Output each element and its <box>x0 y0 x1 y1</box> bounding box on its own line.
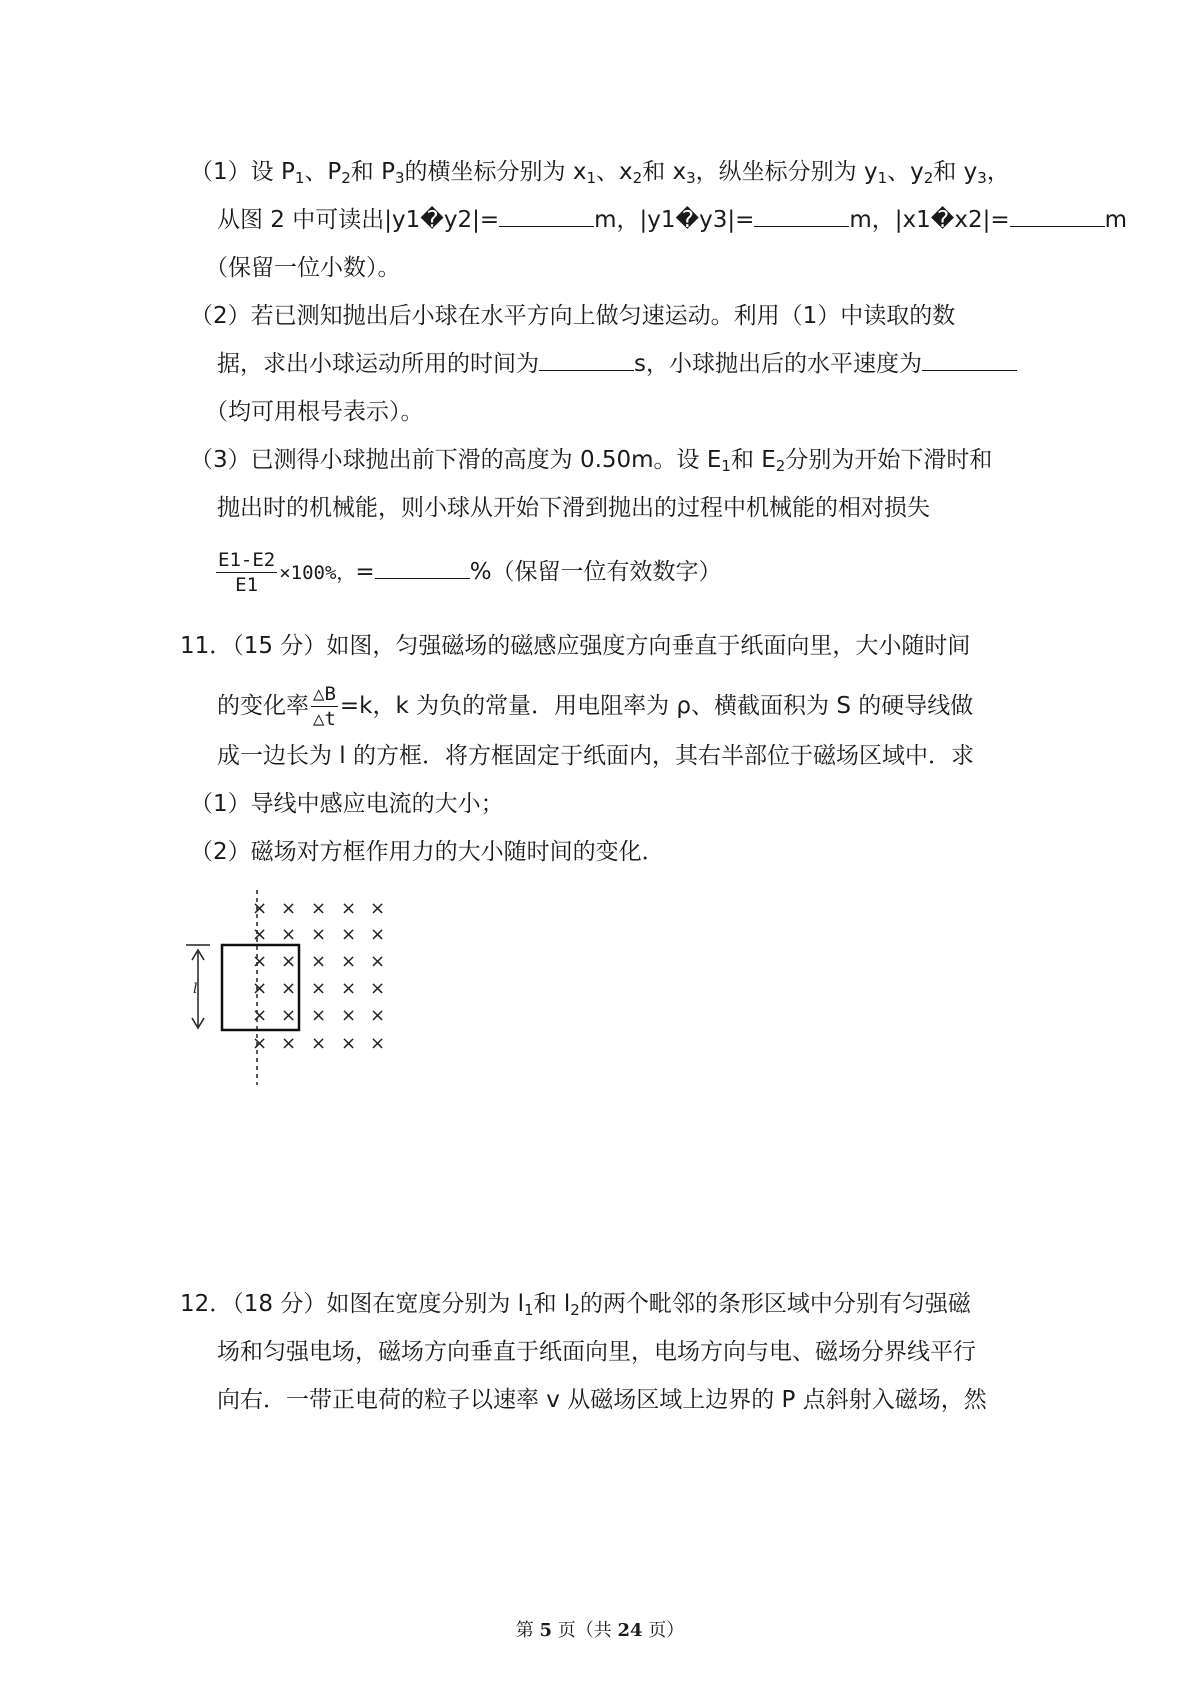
field-cross-mark: × <box>341 1033 357 1054</box>
field-cross-mark: × <box>311 1005 327 1026</box>
field-cross-mark: × <box>252 924 268 945</box>
field-cross-mark: × <box>341 1005 357 1026</box>
field-cross-mark: × <box>341 978 357 999</box>
field-cross-mark: × <box>281 1033 297 1054</box>
answer-blank-4[interactable] <box>539 348 634 371</box>
q10-p1-line3: （保留一位小数）。 <box>205 255 401 281</box>
q10-p3-line1: （3）已测得小球抛出前下滑的高度为 0.50m。设 $E_1$和 $E_2$分别为开始下滑时和 <box>190 447 993 475</box>
q10-p1-line2: 从图 2 中可读出|y1�y2|= m，|y1�y3|= m，|x1�x2|= m <box>217 204 1127 236</box>
page-total: 24 <box>617 1620 643 1641</box>
field-cross-mark: × <box>281 898 297 919</box>
field-cross-mark: × <box>252 1005 268 1026</box>
q11-line3: 成一边长为 l 的方框．将方框固定于纸面内，其右半部位于磁场区域中．求 <box>217 743 975 769</box>
field-cross-mark: × <box>311 951 327 972</box>
q10-p2-line1: （2）若已测知抛出后小球在水平方向上做匀速运动。利用（1）中读取的数 <box>190 303 956 329</box>
q11-line5: （2）磁场对方框作用力的大小随时间的变化． <box>190 839 665 865</box>
abs-x1-x2: |x1�x2| <box>894 207 991 233</box>
answer-blank-2[interactable] <box>754 204 849 227</box>
field-cross-mark: × <box>370 898 386 919</box>
q10-p3-line2: 抛出时的机械能，则小球从开始下滑到抛出的过程中机械能的相对损失 <box>217 495 930 521</box>
field-cross-mark: × <box>370 924 386 945</box>
q10-p2-line2: 据，求出小球运动所用的时间为 s，小球抛出后的水平速度为 <box>217 348 1017 380</box>
field-cross-mark: × <box>311 1033 327 1054</box>
field-cross-mark: × <box>281 1005 297 1026</box>
field-cross-mark: × <box>370 978 386 999</box>
field-cross-mark: × <box>281 924 297 945</box>
field-cross-mark: × <box>341 898 357 919</box>
energy-loss-fraction: $\frac{E1-E2}{E1}$ <box>218 549 276 596</box>
field-cross-mark: × <box>252 951 268 972</box>
field-cross-mark: × <box>311 898 327 919</box>
q12-line2: 场和匀强电场，磁场方向垂直于纸面向里，电场方向与电、磁场分界线平行 <box>217 1339 976 1365</box>
q11-line1: 11．（15 分）如图，匀强磁场的磁感应强度方向垂直于纸面向里，大小随时间 <box>180 633 971 659</box>
field-cross-mark: × <box>341 951 357 972</box>
page-footer: 第 5 页（共 24 页） <box>515 1620 685 1641</box>
abs-y1-y3: |y1�y3| <box>639 207 736 233</box>
answer-blank-5[interactable] <box>922 348 1017 371</box>
abs-y1-y2: |y1�y2| <box>384 207 480 233</box>
field-cross-mark: × <box>311 924 327 945</box>
q11-line4: （1）导线中感应电流的大小； <box>190 791 504 817</box>
field-cross-mark: × <box>370 1005 386 1026</box>
field-cross-mark: × <box>252 1033 268 1054</box>
rate-fraction: $\frac{\triangle B}{\triangle t}$ <box>313 683 336 730</box>
q10-p3-line3: $\frac{E1-E2}{E1}$ ×100%，= %（保留一位有效数字） <box>218 549 722 596</box>
field-cross-mark: × <box>370 951 386 972</box>
field-cross-mark: × <box>370 1033 386 1054</box>
field-cross-mark: × <box>252 978 268 999</box>
answer-blank-6[interactable] <box>375 556 470 579</box>
field-cross-mark: × <box>311 978 327 999</box>
q12-line3: 向右．一带正电荷的粒子以速率 v 从磁场区域上边界的 P 点斜射入磁场，然 <box>217 1387 987 1413</box>
magnetic-field-figure <box>180 890 420 1090</box>
field-cross-mark: × <box>281 978 297 999</box>
field-cross-mark: × <box>252 898 268 919</box>
q11-line2: 的变化率 $\frac{\triangle B}{\triangle t}$ =k，k 为负的常量．用电阻率为 ρ、横截面积为 S 的硬导线做 <box>217 683 974 730</box>
answer-blank-1[interactable] <box>499 204 594 227</box>
field-cross-mark: × <box>281 951 297 972</box>
q10-p2-line3: （均可用根号表示）。 <box>205 399 424 425</box>
q10-p1-line1: （1）设 $P_1$、$P_2$和 $P_3$的横坐标分别为 $x_1$、$x_2$和 $x_3$，纵坐标分别为 $y_1$、$y_2$和 $y_3$， <box>190 159 1010 187</box>
side-length-label: l <box>193 981 198 997</box>
page-number: 5 <box>539 1620 552 1641</box>
field-cross-mark: × <box>341 924 357 945</box>
q12-line1: 12．（18 分）如图在宽度分别为 $l_1$和 $l_2$的两个毗邻的条形区域中分别有匀强磁 <box>180 1291 971 1319</box>
answer-blank-3[interactable] <box>1010 204 1105 227</box>
